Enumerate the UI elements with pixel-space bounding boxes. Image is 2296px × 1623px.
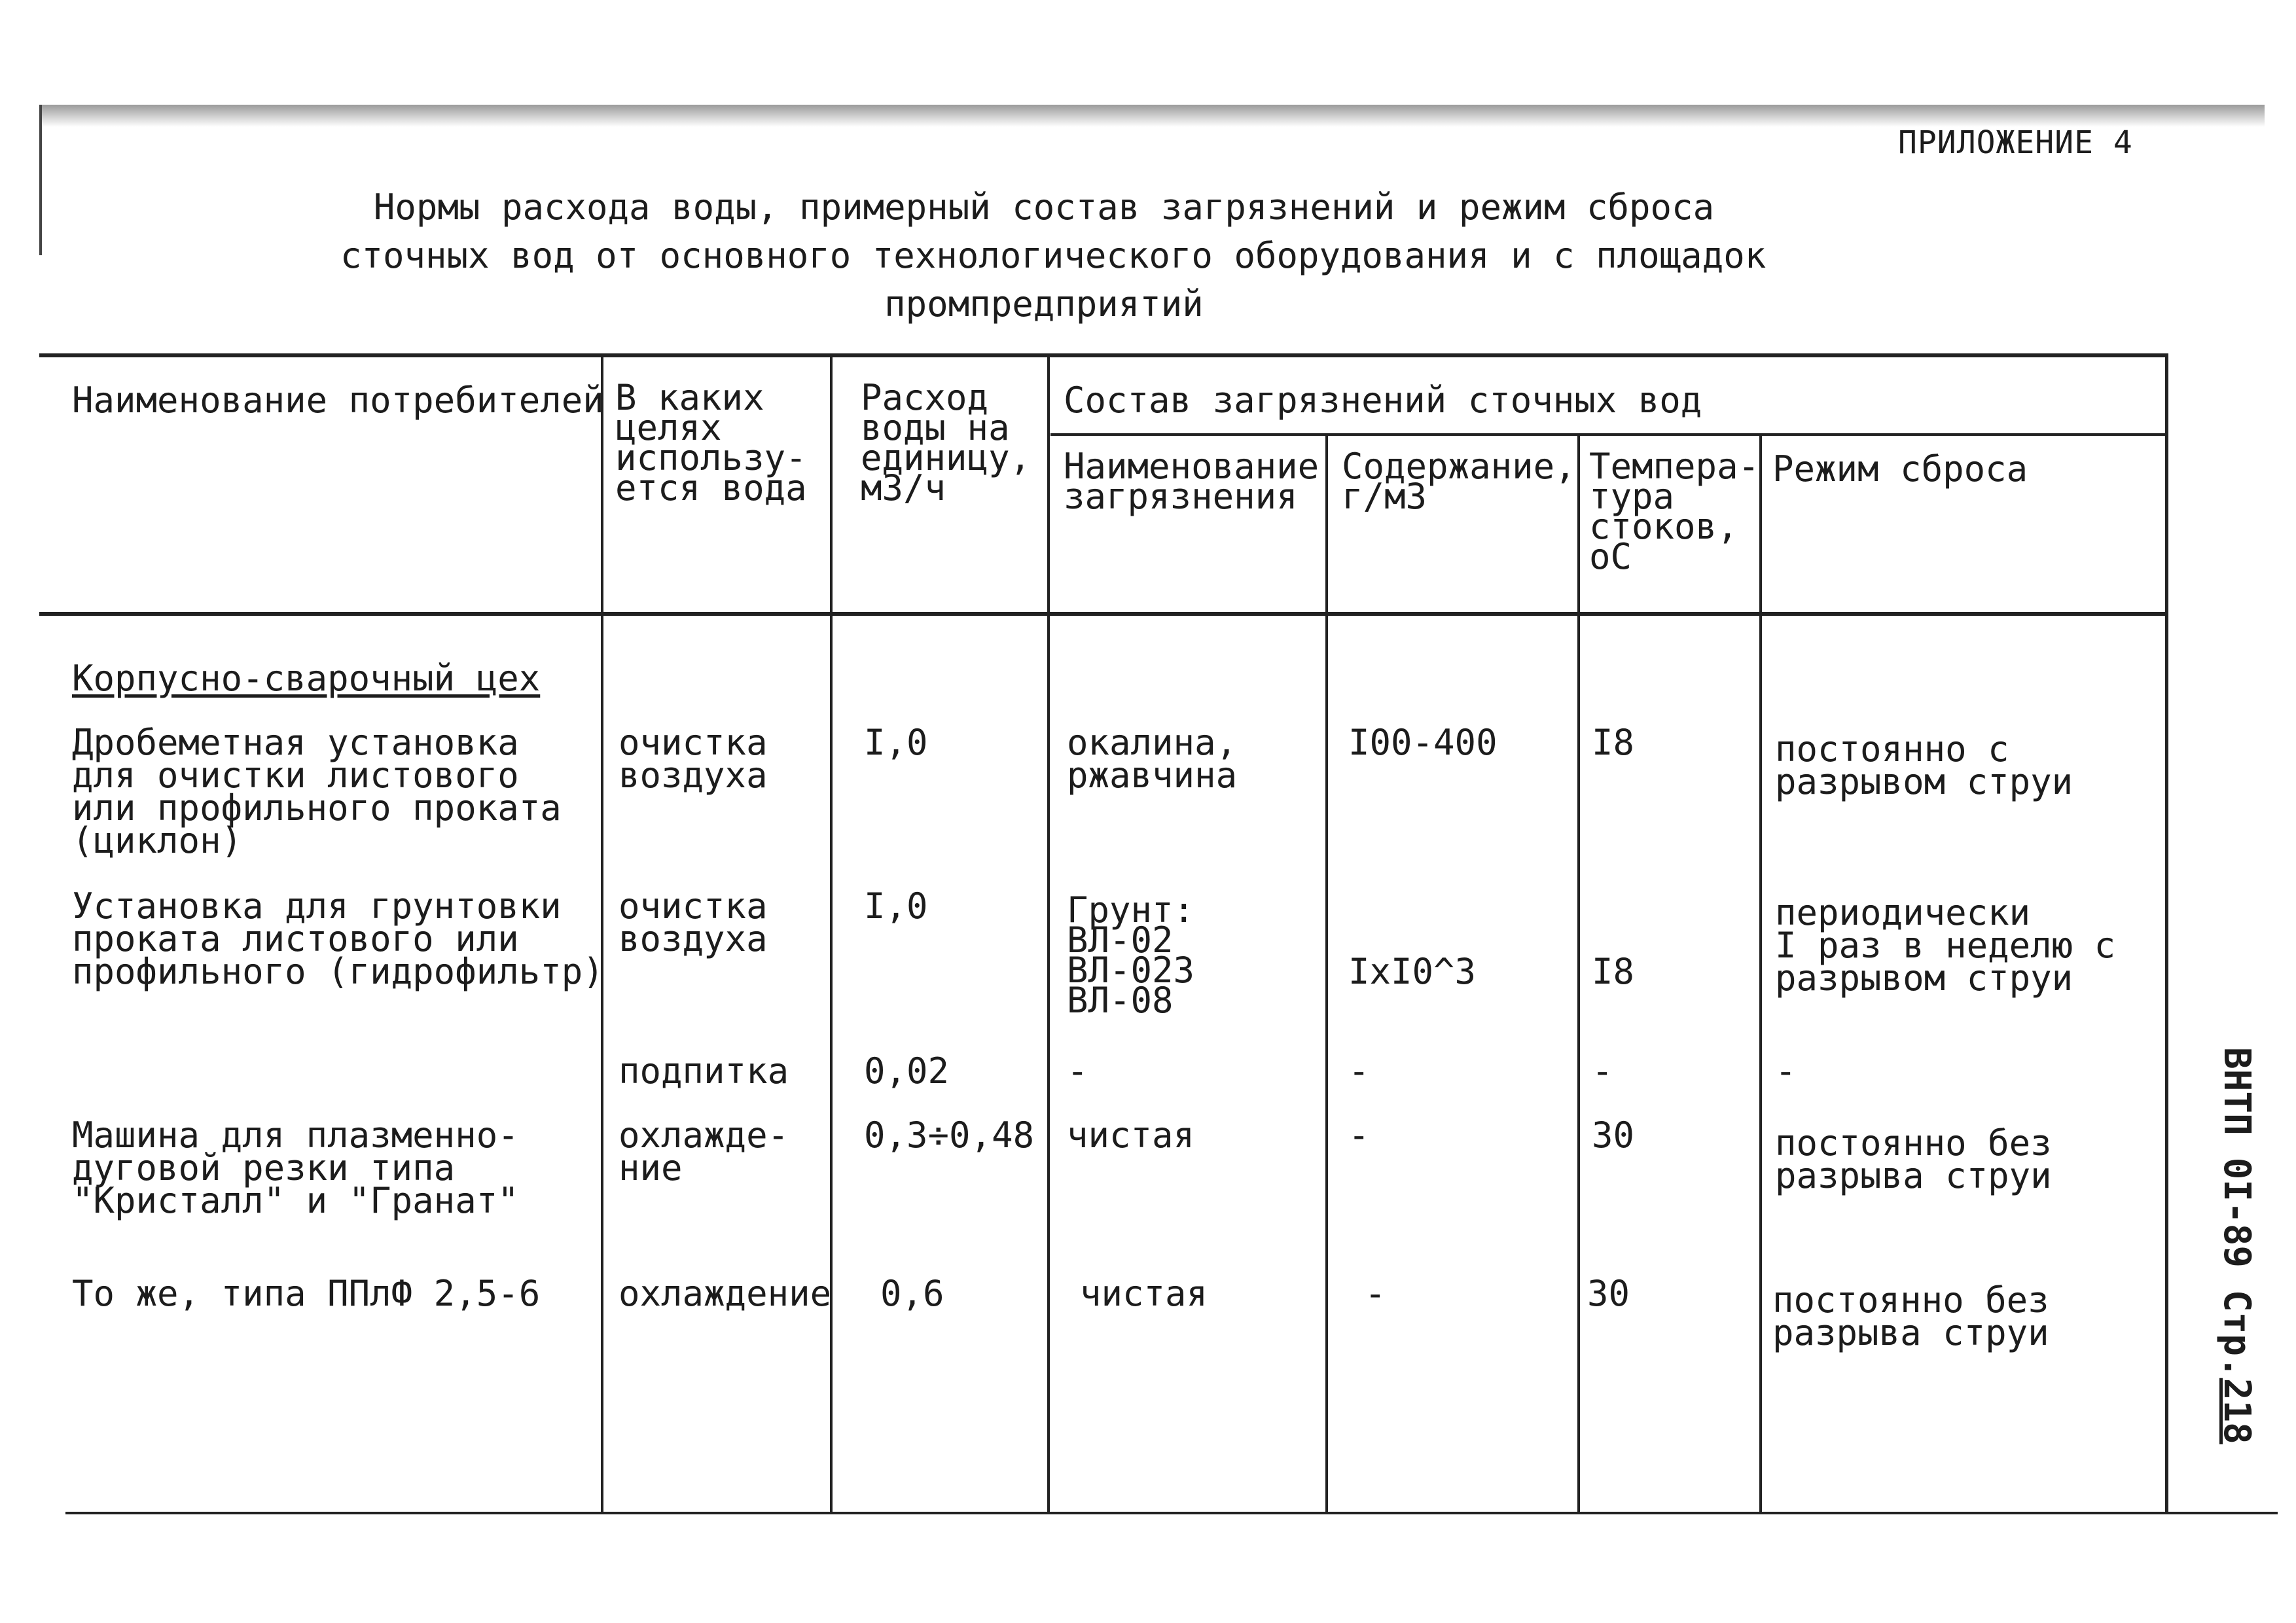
header-consumer: Наименование потребителей bbox=[72, 380, 604, 421]
title-line-2: сточных вод от основного технологического оборудования и с площадок bbox=[340, 235, 1767, 276]
side-footer-page: 218 bbox=[2215, 1378, 2258, 1444]
header-bottom-border bbox=[39, 612, 2166, 616]
row2-purpose: очистка воздуха bbox=[619, 885, 768, 959]
row3-flow: 0,02 bbox=[864, 1050, 950, 1092]
row5-flow: 0,6 bbox=[880, 1273, 944, 1314]
row4-consumer: Машина для плазменно- дуговой резки типа "Кристалл" и "Гранат" bbox=[72, 1115, 519, 1221]
row1-purpose: очистка воздуха bbox=[619, 722, 768, 796]
col-divider-6 bbox=[1759, 433, 1762, 1513]
scan-shadow bbox=[39, 105, 2265, 127]
document-title bbox=[340, 183, 1767, 329]
table-top-border bbox=[39, 353, 2166, 357]
row2-flow: I,0 bbox=[864, 885, 928, 927]
row3-temp: - bbox=[1592, 1050, 1613, 1092]
row3-pollutant: - bbox=[1067, 1050, 1088, 1092]
row4-purpose: охлажде- ние bbox=[619, 1115, 789, 1188]
header-temperature: Темпера- тура стоков, oC bbox=[1589, 446, 1760, 577]
header-content: Содержание, г/м3 bbox=[1342, 446, 1576, 517]
section-title: Корпусно-сварочный цех bbox=[72, 658, 541, 699]
row2-pollutant: Грунт: ВЛ-02 ВЛ-023 ВЛ-08 bbox=[1067, 889, 1195, 1021]
row5-purpose: охлаждение bbox=[619, 1273, 832, 1314]
row5-consumer: То же, типа ППлФ 2,5-6 bbox=[72, 1273, 541, 1314]
header-purpose: В каких целях использу- ется вода bbox=[615, 377, 807, 508]
row2-content: IxI0^3 bbox=[1348, 951, 1477, 992]
row2-consumer: Установка для грунтовки проката листового или профильного (гидрофильтр) bbox=[72, 885, 604, 992]
col-divider-4 bbox=[1325, 433, 1328, 1513]
col-divider-2 bbox=[830, 353, 833, 1513]
row4-temp: 30 bbox=[1592, 1115, 1635, 1156]
row3-mode: - bbox=[1775, 1050, 1797, 1092]
side-footer bbox=[2215, 1047, 2258, 1444]
row1-consumer: Дробеметная установка для очистки листового или профильного проката (циклон) bbox=[72, 722, 562, 861]
header-flow: Расход воды на единицу, м3/ч bbox=[861, 377, 1031, 508]
row1-mode: постоянно с разрывом струи bbox=[1775, 728, 2073, 802]
header-discharge-mode: Режим сброса bbox=[1772, 448, 2028, 490]
col-divider-3 bbox=[1047, 353, 1050, 1513]
row5-pollutant: чистая bbox=[1080, 1273, 1208, 1314]
header-composition: Состав загрязнений сточных вод bbox=[1064, 380, 1702, 421]
row3-purpose: подпитка bbox=[619, 1050, 789, 1092]
row4-pollutant: чистая bbox=[1067, 1115, 1195, 1156]
row5-mode: постоянно без разрыва струи bbox=[1772, 1279, 2049, 1353]
subheader-divider bbox=[1050, 433, 2166, 436]
row4-flow: 0,3÷0,48 bbox=[864, 1115, 1035, 1156]
title-line-1: Нормы расхода воды, примерный состав загрязнений и режим сброса bbox=[373, 187, 1715, 228]
row2-mode: периодически I раз в неделю с разрывом струи bbox=[1775, 892, 2116, 999]
row1-content: I00-400 bbox=[1348, 722, 1498, 763]
row4-content: - bbox=[1348, 1115, 1370, 1156]
row5-content: - bbox=[1365, 1273, 1386, 1314]
row1-pollutant: окалина, ржавчина bbox=[1067, 722, 1238, 796]
col-divider-right bbox=[2165, 353, 2168, 1513]
row1-temp: I8 bbox=[1592, 722, 1635, 763]
scan-edge bbox=[39, 105, 42, 255]
header-pollutant-name: Наименование загрязнения bbox=[1064, 446, 1319, 517]
title-line-3: промпредприятий bbox=[884, 283, 1204, 325]
side-footer-label: ВНТП 0I-89 Стр. bbox=[2215, 1047, 2258, 1378]
table-bottom-border bbox=[65, 1512, 2278, 1514]
row1-flow: I,0 bbox=[864, 722, 928, 763]
row4-mode: постоянно без разрыва струи bbox=[1775, 1122, 2052, 1196]
col-divider-5 bbox=[1577, 433, 1580, 1513]
row3-content: - bbox=[1348, 1050, 1370, 1092]
row5-temp: 30 bbox=[1587, 1273, 1630, 1314]
appendix-label: ПРИЛОЖЕНИЕ 4 bbox=[1898, 124, 2133, 161]
row2-temp: I8 bbox=[1592, 951, 1635, 992]
